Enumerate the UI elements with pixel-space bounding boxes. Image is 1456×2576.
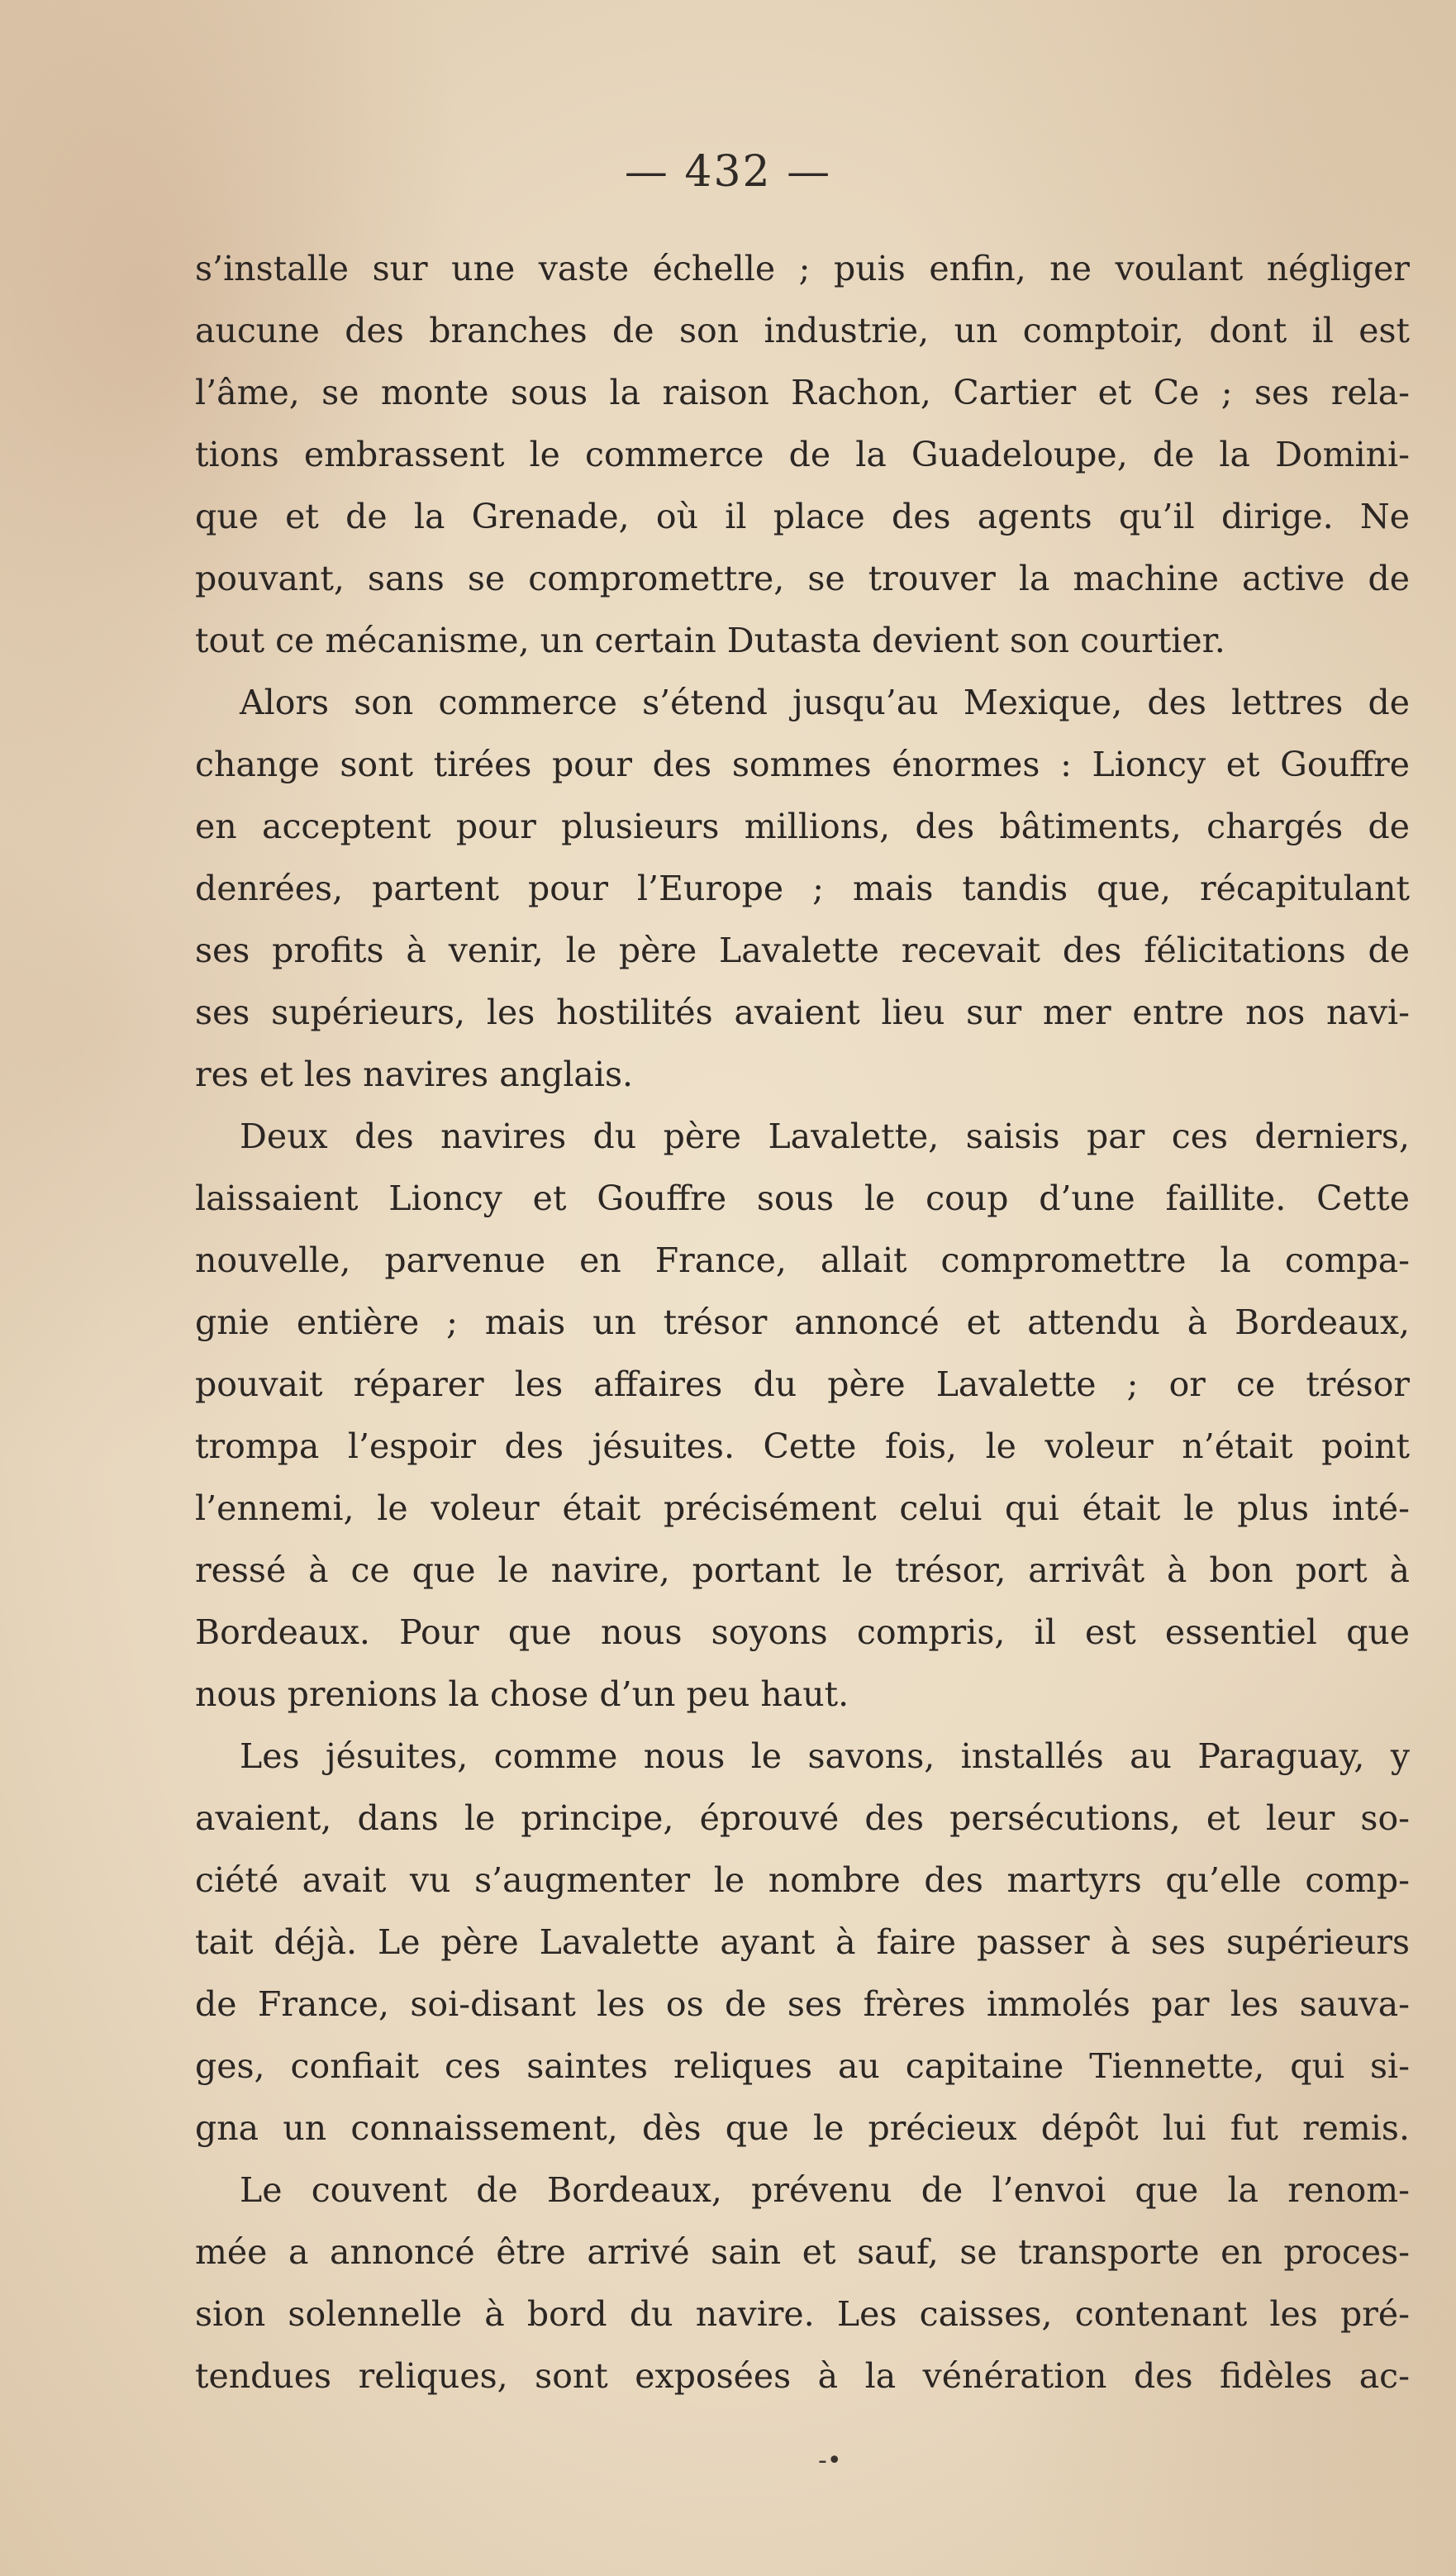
text-line: nouvelle, parvenue en France, allait compromettre la compa- [195,1240,1410,1280]
text-line: avaient, dans le principe, éprouvé des persécutions, et leur so- [195,1798,1410,1838]
text-line: res et les navires anglais. [195,1055,634,1094]
text-line: que et de la Grenade, où il place des agents qu’il dirige. Ne [195,497,1410,536]
text-line: tendues reliques, sont exposées à la vénération des fidèles ac- [195,2356,1410,2396]
text-line: Bordeaux. Pour que nous soyons compris, il est essentiel que [195,1612,1410,1652]
text-line: ses profits à venir, le père Lavalette recevait des félicitations de [195,931,1410,970]
text-line: tout ce mécanisme, un certain Dutasta devient son courtier. [195,621,1225,660]
text-line: ges, confiait ces saintes reliques au capitaine Tiennette, qui si- [195,2046,1410,2086]
text-line: denrées, partent pour l’Europe ; mais tandis que, récapitulant [195,869,1410,908]
text-line: l’ennemi, le voleur était précisément celui qui était le plus inté- [195,1488,1410,1528]
text-line: ses supérieurs, les hostilités avaient lieu sur mer entre nos navi- [195,993,1410,1032]
text-line: Les jésuites, comme nous le savons, installés au Paraguay, y [240,1736,1410,1776]
text-line: nous prenions la chose d’un peu haut. [195,1674,849,1714]
text-line: en acceptent pour plusieurs millions, des bâtiments, chargés de [195,807,1410,846]
page-number-header: — 432 — [624,147,832,197]
footer-mark: -• [818,2446,842,2475]
text-line: laissaient Lioncy et Gouffre sous le coup d’une faillite. Cette [195,1178,1410,1218]
text-line: ciété avait vu s’augmenter le nombre des martyrs qu’elle comp- [195,1860,1410,1900]
text-line: Le couvent de Bordeaux, prévenu de l’envoi que la renom- [240,2170,1410,2210]
body-text [195,238,1410,2407]
text-line: de France, soi-disant les os de ses frères immolés par les sauva- [195,1984,1410,2024]
text-line: ressé à ce que le navire, portant le trésor, arrivât à bon port à [195,1550,1410,1590]
text-line: pouvant, sans se compromettre, se trouver la machine active de [195,559,1410,598]
text-line: gnie entière ; mais un trésor annoncé et attendu à Bordeaux, [195,1302,1410,1342]
text-line: pouvait réparer les affaires du père Lavalette ; or ce trésor [195,1364,1410,1404]
text-line: Deux des navires du père Lavalette, saisis par ces derniers, [240,1117,1410,1156]
text-line: trompa l’espoir des jésuites. Cette fois, le voleur n’était point [195,1426,1410,1466]
text-line: s’installe sur une vaste échelle ; puis enfin, ne voulant négliger [195,249,1410,288]
text-line: tions embrassent le commerce de la Guadeloupe, de la Domini- [195,435,1410,474]
text-line: change sont tirées pour des sommes énormes : Lioncy et Gouffre [195,745,1410,784]
text-line: aucune des branches de son industrie, un comptoir, dont il est [195,311,1410,350]
text-line: Alors son commerce s’étend jusqu’au Mexique, des lettres de [240,683,1410,722]
text-line: sion solennelle à bord du navire. Les caisses, contenant les pré- [195,2294,1410,2334]
text-line: tait déjà. Le père Lavalette ayant à faire passer à ses supérieurs [195,1922,1410,1962]
text-line: gna un connaissement, dès que le précieux dépôt lui fut remis. [195,2108,1410,2148]
text-line: l’âme, se monte sous la raison Rachon, Cartier et Ce ; ses rela- [195,373,1410,412]
text-line: mée a annoncé être arrivé sain et sauf, se transporte en proces- [195,2232,1410,2272]
